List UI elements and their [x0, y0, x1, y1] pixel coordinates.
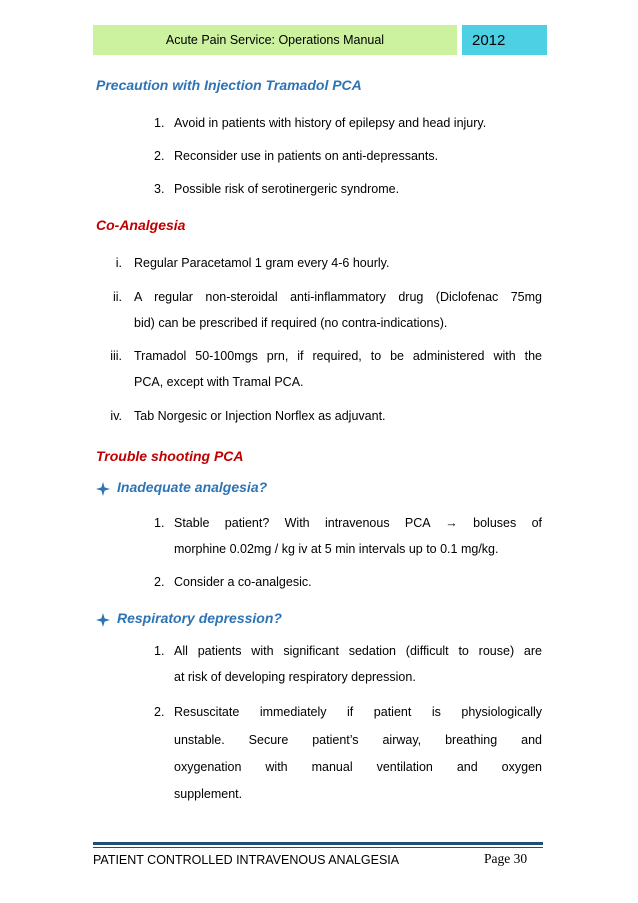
list-number: 1.	[154, 116, 165, 130]
list-item	[174, 705, 542, 719]
diamond-bullet-icon	[96, 613, 110, 630]
list-item-line: supplement.	[174, 787, 243, 801]
list-item-line: unstable. Secure patient’s airway, breathing and	[174, 733, 542, 747]
list-item-line: Resuscitate immediately if patient is physiologically	[174, 705, 542, 719]
list-item	[134, 290, 542, 304]
list-number: iii.	[110, 349, 122, 363]
list-item-line: morphine 0.02mg / kg iv at 5 min intervals up to 0.1 mg/kg.	[174, 542, 499, 556]
list-item: Reconsider use in patients on anti-depressants.	[174, 149, 439, 163]
header-year-box	[462, 25, 547, 55]
list-item-line	[174, 760, 542, 774]
list-item-line: at risk of developing respiratory depression.	[174, 670, 416, 684]
header-year: 2012	[472, 31, 506, 49]
list-number: 1.	[154, 644, 165, 658]
list-number: 2.	[154, 149, 165, 163]
list-number: ii.	[112, 290, 122, 304]
list-item: Tab Norgesic or Injection Norflex as adjuvant.	[134, 409, 386, 423]
list-item-line: Tramadol 50-100mgs prn, if required, to be administered with the	[134, 349, 542, 363]
header-title: Acute Pain Service: Operations Manual	[165, 33, 385, 47]
list-number: i.	[115, 256, 122, 270]
list-item-line: oxygenation with manual ventilation and oxygen	[174, 760, 542, 774]
list-item	[174, 516, 542, 530]
section-heading-co-analgesia: Co-Analgesia	[96, 217, 186, 233]
list-item-line: bid) can be prescribed if required (no contra-indications).	[134, 316, 448, 330]
diamond-bullet-icon	[96, 482, 110, 496]
list-item: Consider a co-analgesic.	[174, 575, 312, 589]
footer-rule-thin	[93, 847, 543, 848]
section-heading-troubleshooting: Trouble shooting PCA	[96, 448, 244, 464]
list-item	[174, 644, 542, 658]
list-item-line: Stable patient? With intravenous PCA → boluses of	[174, 516, 542, 530]
list-number: 2.	[154, 705, 165, 719]
page-number: Page 30	[484, 851, 528, 866]
subheading-inadequate-analgesia: Inadequate analgesia?	[117, 479, 268, 495]
list-item: Regular Paracetamol 1 gram every 4-6 hourly.	[134, 256, 390, 270]
list-item-line: A regular non-steroidal anti-inflammatory drug (Diclofenac 75mg	[134, 290, 542, 304]
list-number: 3.	[154, 182, 165, 196]
diamond-bullet-icon	[96, 482, 110, 499]
list-number: 2.	[154, 575, 165, 589]
section-heading-tramadol: Precaution with Injection Tramadol PCA	[96, 77, 362, 93]
list-item: Avoid in patients with history of epilepsy and head injury.	[174, 116, 487, 130]
subheading-respiratory-depression: Respiratory depression?	[117, 610, 282, 626]
list-item-line: All patients with significant sedation (difficult to rouse) are	[174, 644, 542, 658]
header-title-box	[93, 25, 457, 55]
footer-rule	[93, 842, 543, 845]
footer-title: PATIENT CONTROLLED INTRAVENOUS ANALGESIA	[93, 853, 400, 867]
list-item-line	[174, 733, 542, 747]
diamond-bullet-icon	[96, 613, 110, 627]
list-number: 1.	[154, 516, 165, 530]
list-number: iv.	[110, 409, 122, 423]
list-item-line: PCA, except with Tramal PCA.	[134, 375, 304, 389]
list-item	[134, 349, 542, 363]
list-item: Possible risk of serotinergeric syndrome.	[174, 182, 400, 196]
